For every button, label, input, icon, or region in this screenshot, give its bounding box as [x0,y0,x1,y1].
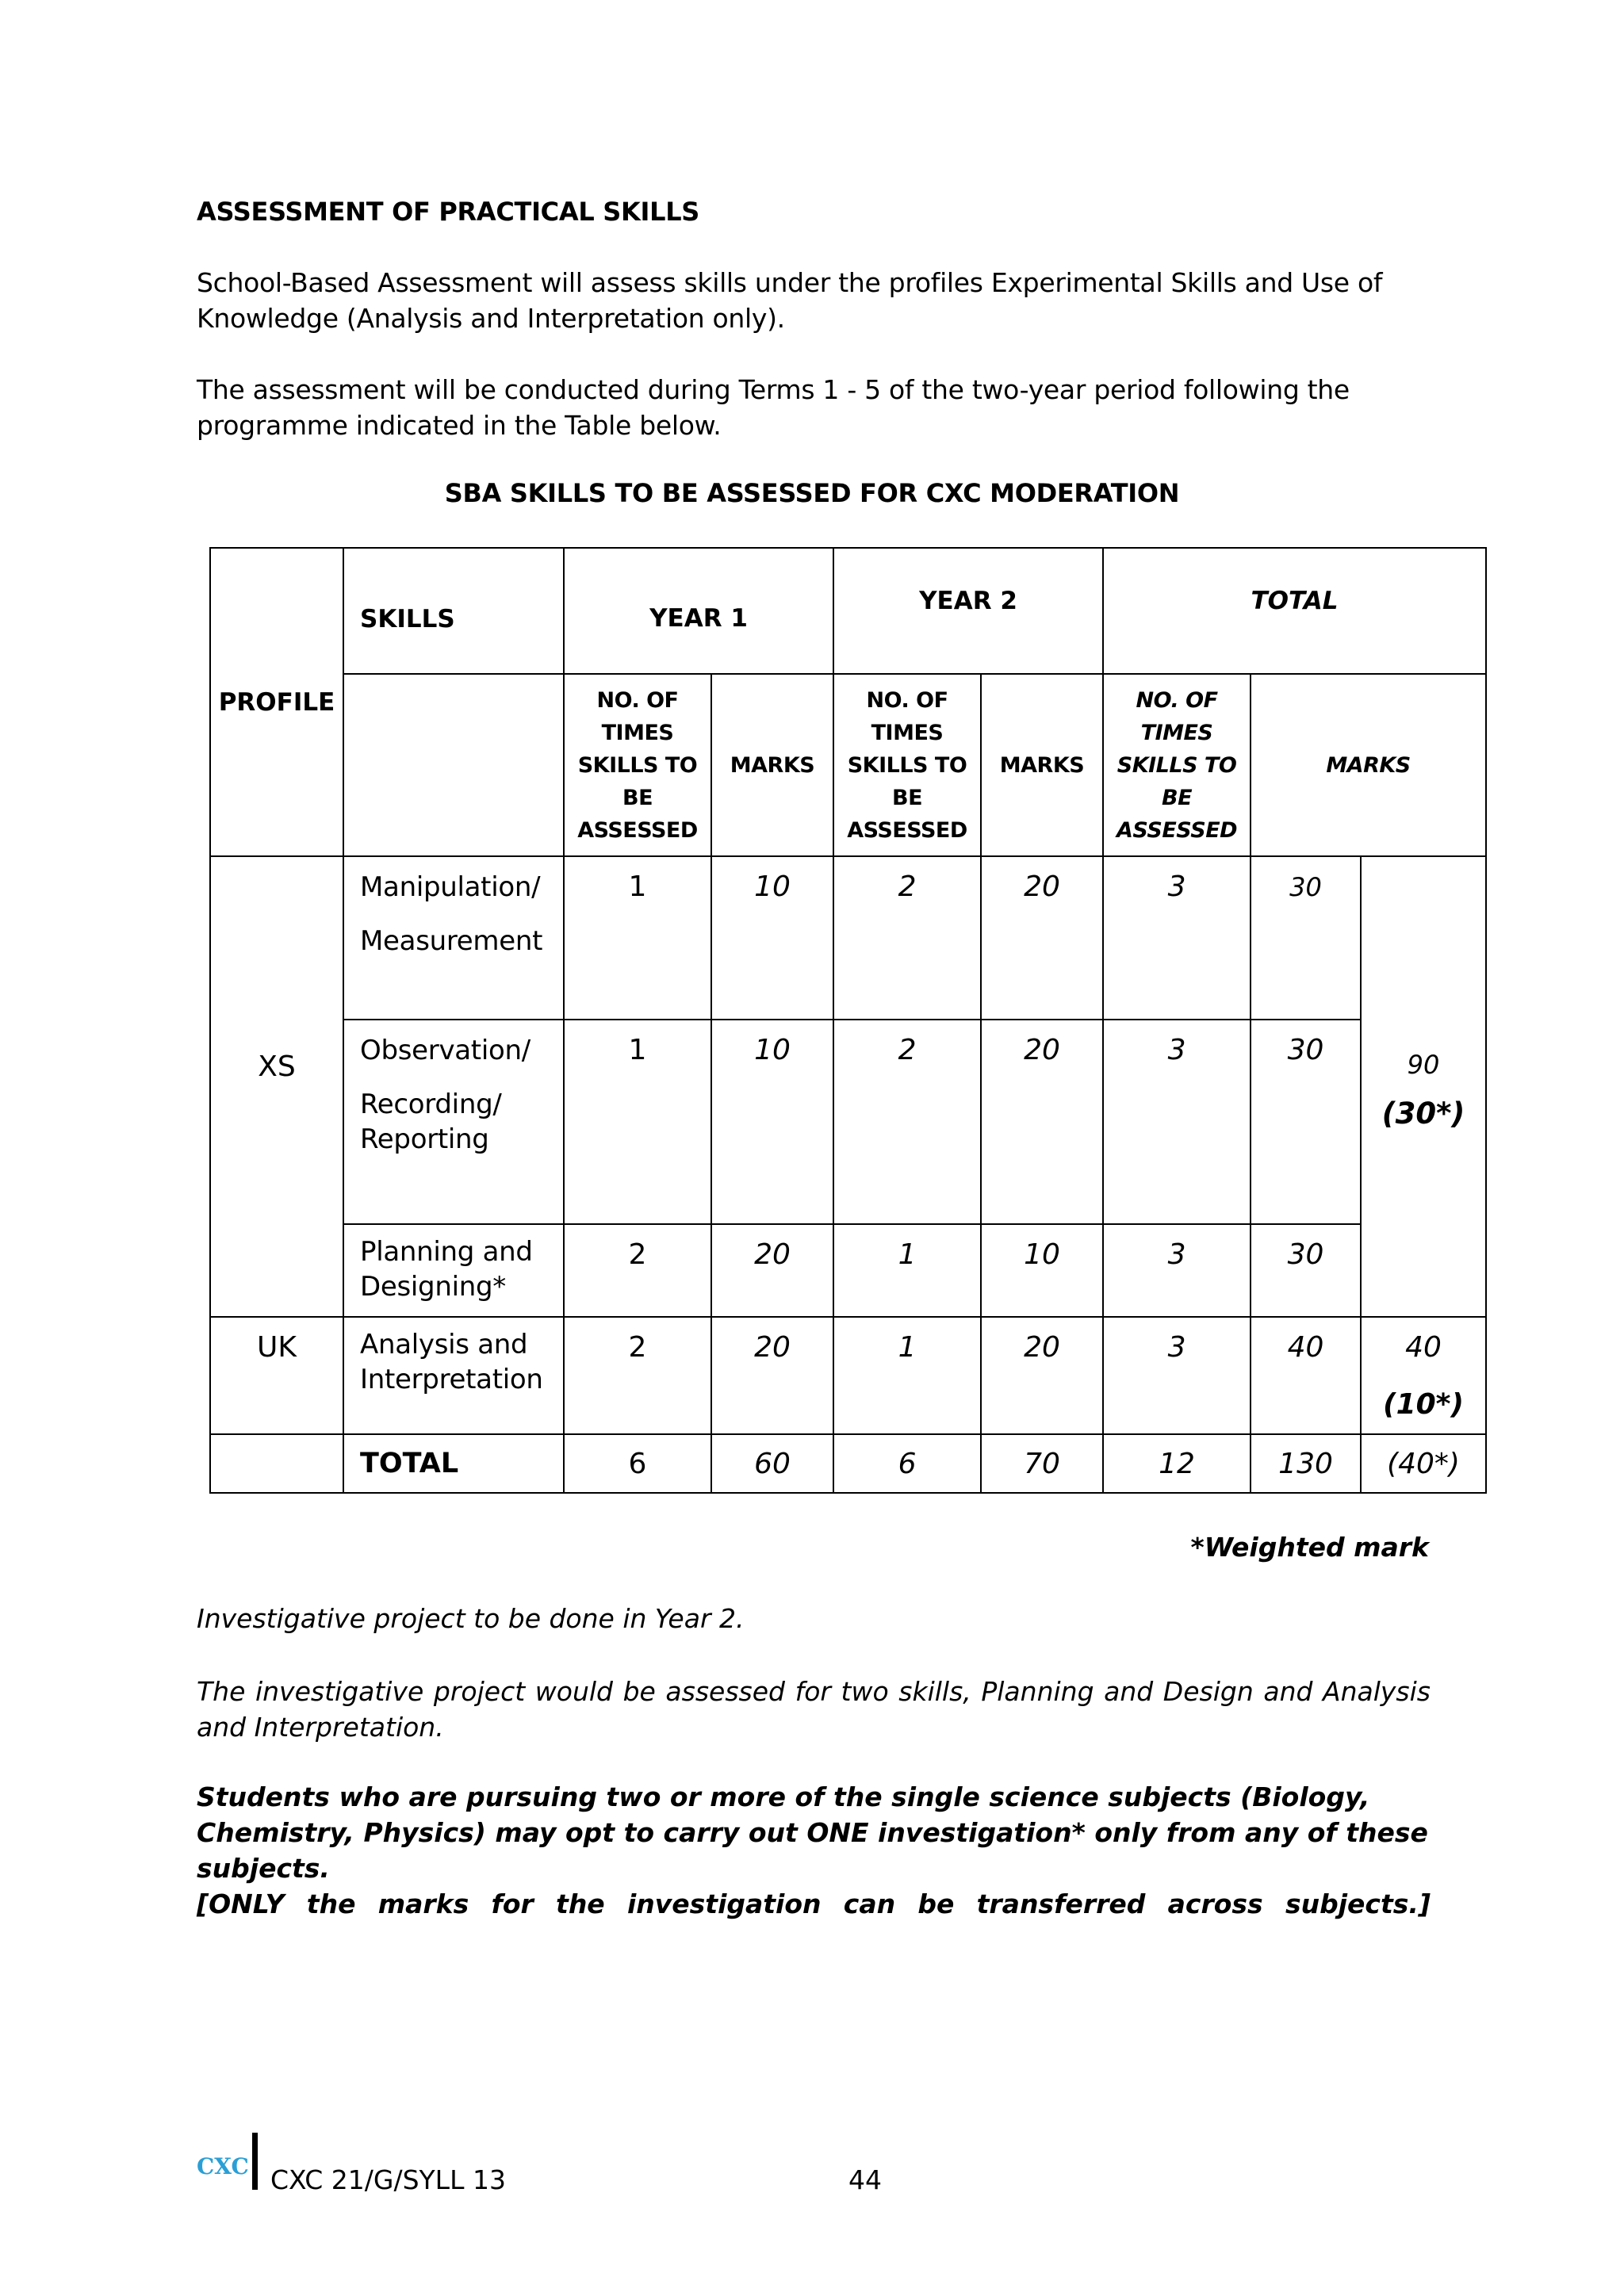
table-row [210,1224,1486,1317]
total-total-times: 12 [1103,1434,1251,1493]
year2-times-cell: 1 [833,1317,981,1434]
total-marks-cell: 30 [1251,1020,1361,1224]
skill-cell [343,1317,564,1434]
skills-header: SKILLS [343,548,564,674]
skill-line: Observation/ [360,1035,530,1066]
year1-marks-cell: 10 [711,856,833,1020]
year2-times-cell: 1 [833,1224,981,1317]
uk-total-cell [1361,1317,1486,1434]
times-line: ASSESSED [577,817,698,843]
investigative-note-3-line2: [ONLY the marks for the investigation can be transferred across subjects.] [197,1888,1431,1919]
investigative-note-1: Investigative project to be done in Year 2. [197,1603,745,1634]
total-row [210,1434,1486,1493]
year2-times-cell: 2 [833,1020,981,1224]
year2-marks-cell: 20 [981,856,1103,1020]
year2-marks-cell: 10 [981,1224,1103,1317]
skill-line: Analysis and [360,1329,528,1360]
year2-marks-cell: 20 [981,1020,1103,1224]
skill-line: Planning and [360,1236,533,1268]
total-marks-cell: 30 [1251,1224,1361,1317]
total-times-header [1103,674,1251,856]
year1-marks-cell: 20 [711,1317,833,1434]
year1-marks-cell: 10 [711,1020,833,1224]
year2-times-cell: 2 [833,856,981,1020]
year1-marks-header: MARKS [711,674,833,856]
table-row [210,1317,1486,1434]
times-line: BE [1162,785,1193,810]
year1-times-cell: 1 [564,1020,711,1224]
times-line: SKILLS TO [577,752,698,778]
page-number: 44 [848,2164,882,2195]
table-row [210,856,1486,1020]
total-marks-cell: 30 [1251,856,1361,1020]
year1-times-cell: 2 [564,1224,711,1317]
xs-total-cell [1361,856,1486,1317]
investigative-note-3 [197,1779,1431,1922]
total-label: TOTAL [343,1434,564,1493]
profile-xs: XS [210,856,343,1317]
cxc-logo-icon [195,2147,249,2187]
profile-header: PROFILE [210,548,343,856]
total-header: TOTAL [1103,548,1486,674]
times-line: TIMES [601,720,674,745]
total-times-cell: 3 [1103,1224,1251,1317]
total-weighted: (40*) [1361,1434,1486,1493]
times-line: TIMES [871,720,944,745]
uk-total: 40 [1405,1331,1442,1364]
times-line: BE [622,785,653,810]
skill-cell [343,1224,564,1317]
programme-paragraph: The assessment will be conducted during Terms 1 - 5 of the two-year period following the programme indicated in the Table below. [197,374,1350,441]
total-year1-marks: 60 [711,1434,833,1493]
year2-marks-header: MARKS [981,674,1103,856]
sba-skills-table [209,547,1487,1494]
total-times-cell: 3 [1103,856,1251,1020]
total-times-cell: 3 [1103,1317,1251,1434]
total-marks-header: MARKS [1251,674,1486,856]
skill-line: Recording/ [360,1089,502,1120]
times-line: ASSESSED [847,817,967,843]
year1-header: YEAR 1 [564,548,833,674]
skill-line: Reporting [360,1123,489,1155]
year1-times-cell: 1 [564,856,711,1020]
total-year2-times: 6 [833,1434,981,1493]
section-heading: ASSESSMENT OF PRACTICAL SKILLS [197,197,700,227]
syllabus-code: CXC 21/G/SYLL 13 [270,2164,506,2195]
table-title: SBA SKILLS TO BE ASSESSED FOR CXC MODERATION [444,478,1180,508]
total-row-profile-empty [210,1434,343,1493]
footer-divider [252,2133,258,2190]
table-row [210,1020,1486,1224]
year1-times-cell: 2 [564,1317,711,1434]
skill-line: Measurement [360,925,543,957]
year2-times-header [833,674,981,856]
times-line: ASSESSED [1116,817,1238,843]
times-line: NO. OF [866,687,948,713]
year1-times-header [564,674,711,856]
times-line: SKILLS TO [1116,752,1237,778]
skill-line: Manipulation/ [360,871,541,903]
skill-line: Designing* [360,1271,506,1303]
year2-header: YEAR 2 [833,548,1103,674]
logo-text: CXC [197,2153,249,2179]
xs-weighted: (30*) [1381,1096,1465,1131]
weighted-note: *Weighted mark [1190,1532,1429,1563]
skill-cell [343,856,564,1020]
investigative-note-2: The investigative project would be assessed for two skills, Planning and Design and Analysis and Interpretation. [197,1676,1431,1743]
total-total-marks: 130 [1251,1434,1361,1493]
year1-marks-cell: 20 [711,1224,833,1317]
skills-subheader-empty [343,674,564,856]
total-times-cell: 3 [1103,1020,1251,1224]
times-line: TIMES [1140,720,1213,745]
profile-uk: UK [210,1317,343,1434]
total-year1-times: 6 [564,1434,711,1493]
xs-total: 90 [1407,1050,1440,1080]
skill-line: Interpretation [360,1364,543,1395]
uk-weighted: (10*) [1383,1388,1464,1421]
investigative-note-3-line1: Students who are pursuing two or more of the single science subjects (Biology, Chemistry, Physics) may opt to carry out ONE investigation* only from any of these subjects. [197,1781,1428,1884]
year2-marks-cell: 20 [981,1317,1103,1434]
times-line: NO. OF [596,687,679,713]
times-line: BE [892,785,923,810]
skill-cell [343,1020,564,1224]
times-line: NO. OF [1136,687,1218,713]
times-line: SKILLS TO [847,752,967,778]
total-marks-cell: 40 [1251,1317,1361,1434]
intro-paragraph: School-Based Assessment will assess skills under the profiles Experimental Skills and Use of Knowledge (Analysis and Interpretation only). [197,267,1383,334]
total-year2-marks: 70 [981,1434,1103,1493]
